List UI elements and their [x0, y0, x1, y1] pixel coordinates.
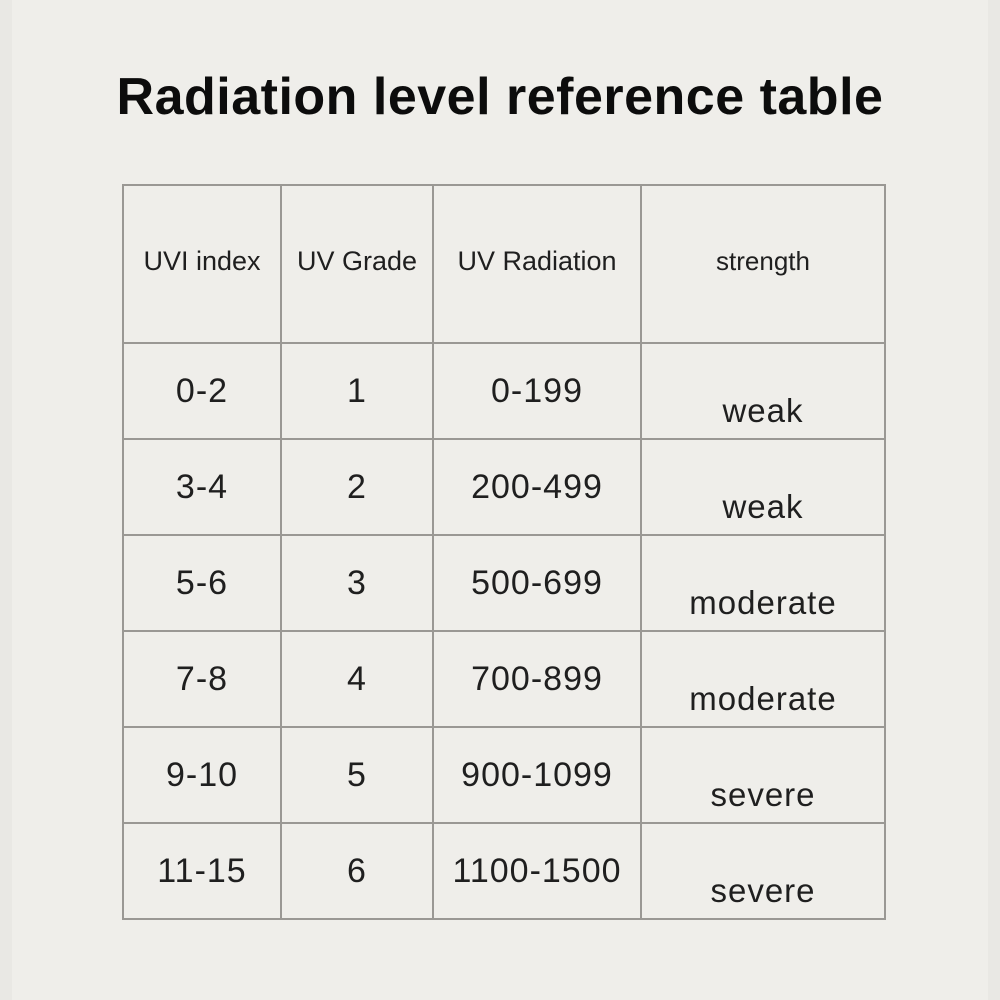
cell-strength: moderate	[641, 535, 885, 631]
cell-uv-grade: 3	[281, 535, 433, 631]
cell-uv-radiation: 200-499	[433, 439, 641, 535]
table-row	[123, 535, 885, 631]
cell-uv-grade: 2	[281, 439, 433, 535]
table-row	[123, 631, 885, 727]
cell-strength: weak	[641, 343, 885, 439]
cell-uvi-index: 11-15	[123, 823, 281, 919]
cell-uv-grade: 4	[281, 631, 433, 727]
cell-uvi-index: 7-8	[123, 631, 281, 727]
cell-strength: severe	[641, 727, 885, 823]
cell-uv-radiation: 900-1099	[433, 727, 641, 823]
cell-uv-grade: 1	[281, 343, 433, 439]
cell-strength: severe	[641, 823, 885, 919]
cell-uv-radiation: 1100-1500	[433, 823, 641, 919]
header-uv-grade: UV Grade	[281, 185, 433, 343]
table-row	[123, 343, 885, 439]
page-title: Radiation level reference table	[116, 68, 884, 126]
header-uvi-index: UVI index	[123, 185, 281, 343]
cell-uv-radiation: 500-699	[433, 535, 641, 631]
cell-uvi-index: 9-10	[123, 727, 281, 823]
cell-uv-radiation: 700-899	[433, 631, 641, 727]
cell-strength: weak	[641, 439, 885, 535]
table-header-row	[123, 185, 885, 343]
cell-uv-grade: 5	[281, 727, 433, 823]
cell-uv-grade: 6	[281, 823, 433, 919]
cell-strength: moderate	[641, 631, 885, 727]
header-uv-radiation: UV Radiation	[433, 185, 641, 343]
table-row	[123, 823, 885, 919]
cell-uvi-index: 0-2	[123, 343, 281, 439]
cell-uv-radiation: 0-199	[433, 343, 641, 439]
cell-uvi-index: 5-6	[123, 535, 281, 631]
table-row	[123, 727, 885, 823]
header-strength: strength	[641, 185, 885, 343]
cell-uvi-index: 3-4	[123, 439, 281, 535]
reference-table	[122, 184, 886, 920]
table-row	[123, 439, 885, 535]
